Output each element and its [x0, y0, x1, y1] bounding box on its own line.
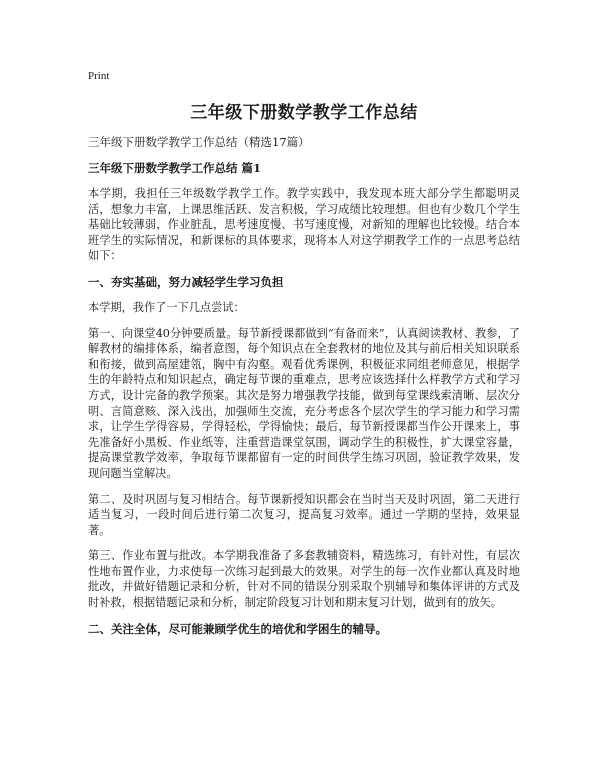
item-homework: 第三、作业布置与批改。本学期我准备了多套教辅资料，精选练习，有针对性，有层次性地布置作业，力求使每一次练习起到最大的效果。对学生的每一次作业都认真及时地批改，并做好错题记录和分析，针对不同的错误分别采取个别辅导和集体评讲的方式及时补救，根据错题记录和分析，制定阶段复习计划和期末复习计划，做到有的放矢。	[88, 549, 520, 610]
item-classroom-quality: 第一、向课堂40分钟要质量。每节新授课都做到“有备而来”，认真阅读教材、教参，了解教材的编排体系，编者意图，每个知识点在全套教材的地位及其与前后相关知识联系和衔接，做到高屋建瓴，胸中有沟壑。观看优秀课例，积极征求同组老师意见，根据学生的年龄特点和知识起点，确定每节课的重难点，思考应该选择什么样教学方式和学习方式，设计完备的教学预案。其次是努力增强教学技能，做到每堂课线索清晰、层次分明、言简意赅、深入浅出，加强师生交流，充分考虑各个层次学生的学习能力和学习需求，让学生学得容易，学得轻松，学得愉快；最后，每节新授课都当作公开课来上，事先准备好小黑板、作业纸等，注重营造课堂氛围，调动学生的积极性，扩大课堂容量，提高课堂教学效率，争取每节课都留有一定的时间供学生练习巩固，验证教学效果，发现问题当堂解决。	[88, 326, 520, 480]
item-review: 第二、及时巩固与复习相结合。每节课新授知识都会在当时当天及时巩固，第二天进行适当复习，一段时间后进行第二次复习，提高复习效率。通过一学期的坚持，效果显著。	[88, 492, 520, 537]
heading-all-students: 二、关注全体，尽可能兼顾学优生的培优和学困生的辅导。	[88, 621, 387, 636]
document-title: 三年级下册数学教学工作总结	[190, 103, 418, 123]
section-title: 三年级下册数学教学工作总结 篇1	[88, 161, 262, 175]
lead-paragraph: 本学期，我作了一下几点尝试：	[88, 300, 245, 314]
document-subtitle: 三年级下册数学教学工作总结（精选17篇）	[88, 135, 310, 149]
document-body	[88, 134, 520, 647]
print-link[interactable]: Print	[88, 70, 110, 82]
intro-paragraph: 本学期，我担任三年级数学教学工作。教学实践中，我发现本班大部分学生都聪明灵活，想象力丰富，上课思维活跃、发言积极，学习成绩比较理想。但也有少数几个学生基础比较薄弱，作业脏乱，思考速度慢、书写速度慢，对新知的理解也比较慢。结合本班学生的实际情况，和新课标的具体要求，现将本人对这学期教学工作的一点思考总结如下：	[88, 187, 520, 263]
heading-basics: 一、夯实基础，努力减轻学生学习负担	[88, 274, 284, 289]
